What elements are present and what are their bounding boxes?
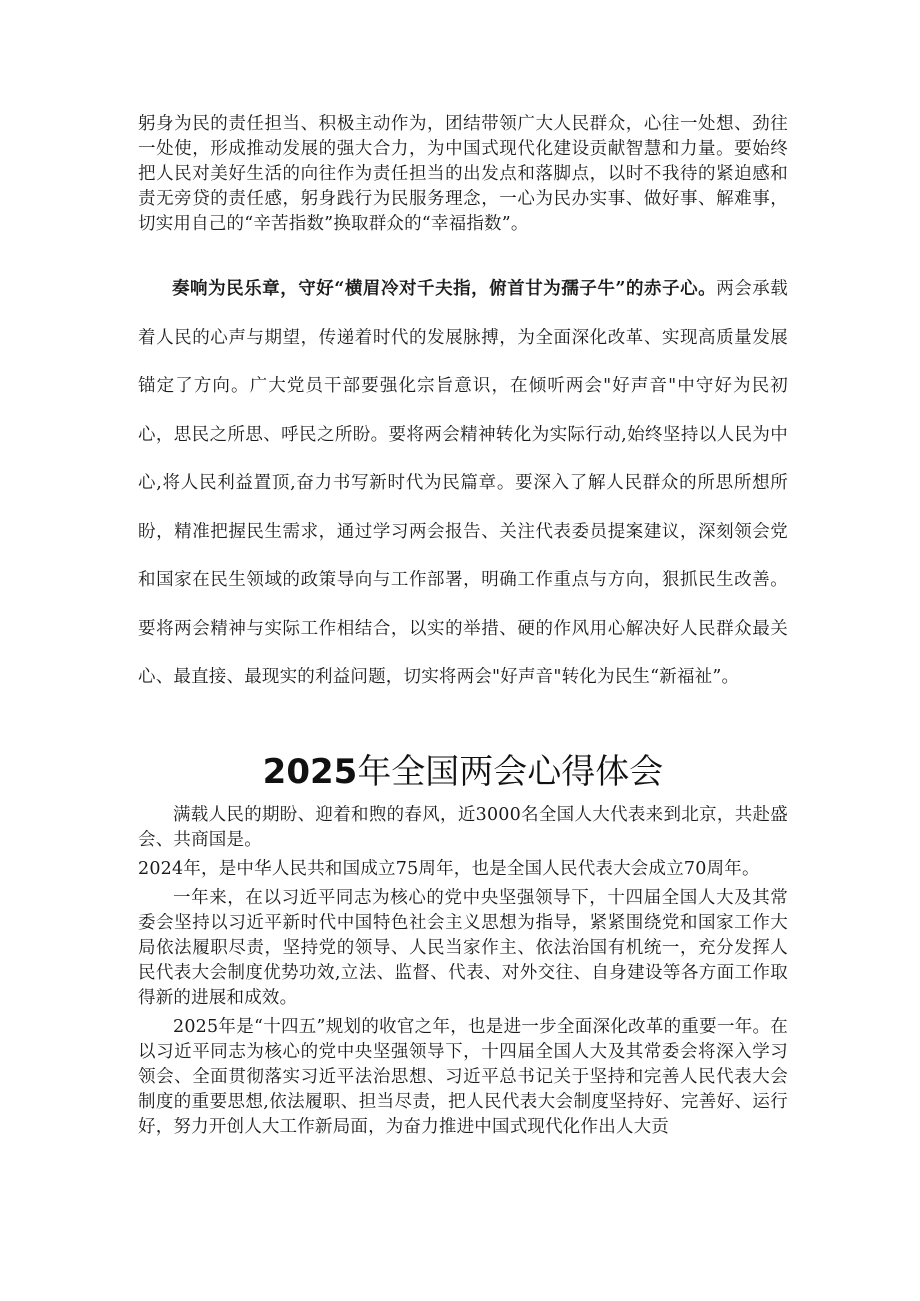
article-paragraph-2: 2024年，是中华人民共和国成立75周年，也是全国人民代表大会成立70周年。 <box>138 859 760 879</box>
article-paragraph-4: 2025年是“十四五”规划的收官之年，也是进一步全面深化改革的重要一年。在以习近平同志为核心的党中央坚强领导下，十四届全国人大及其常委会将深入学习领会、全面贯彻落实习近平法治思想、习近平总书记关于坚持和完善人民代表大会制度的重要思想,依法履职、担当尽责，把人民代表大会制度坚持好、完善好、运行好，努力开创人大工作新局面，为奋力推进中国式现代化作出人大贡 <box>138 1017 788 1137</box>
paragraph-top: 躬身为民的责任担当、积极主动作为，团结带领广大人民群众，心往一处想、劲往一处使，形成推动发展的强大合力，为中国式现代化建设贡献智慧和力量。要始终把人民对美好生活的向往作为责任担当的出发点和落脚点，以时不我待的紧迫感和责无旁贷的责任感，躬身践行为民服务理念，一心为民办实事、做好事、解难事，切实用自己的“辛苦指数”换取群众的“幸福指数”。 <box>138 114 788 234</box>
article-paragraph-1: 满载人民的期盼、迎着和煦的春风，近3000名全国人大代表来到北京，共赴盛会、共商国是。 <box>138 805 788 850</box>
page-title <box>138 748 788 796</box>
title-year: 2025 <box>262 752 358 792</box>
article-paragraph-3: 一年来，在以习近平同志为核心的党中央坚强领导下，十四届全国人大及其常委会坚持以习近平新时代中国特色社会主义思想为指导，紧紧围绕党和国家工作大局依法履职尽责，坚持党的领导、人民当家作主、依法治国有机统一，充分发挥人民代表大会制度优势功效,立法、监督、代表、对外交往、自身建设等各方面工作取得新的进展和成效。 <box>138 888 788 1008</box>
section-lead-heading: 奏响为民乐章，守好“横眉冷对千夫指，俯首甘为孺子牛”的赤子心。 <box>172 279 717 299</box>
section-body-text: 两会承载着人民的心声与期望，传递着时代的发展脉搏，为全面深化改革、实现高质量发展锚定了方向。广大党员干部要强化宗旨意识，在倾听两会"好声音"中守好为民初心，思民之所思、呼民之所盼。要将两会精神转化为实际行动,始终坚持以人民为中心,将人民利益置顶,奋力书写新时代为民篇章。要深入了解人民群众的所思所想所盼，精准把握民生需求，通过学习两会报告、关注代表委员提案建议，深刻领会党和国家在民生领域的政策导向与工作部署，明确工作重点与方向，狠抓民生改善。要将两会精神与实际工作相结合，以实的举措、硬的作风用心解决好人民群众最关心、最直接、最现实的利益问题，切实将两会"好声音"转化为民生“新福祉”。 <box>138 279 788 687</box>
article-body <box>138 803 788 1144</box>
title-text: 年全国两会心得体会 <box>357 752 664 792</box>
section-paragraph <box>138 265 788 702</box>
